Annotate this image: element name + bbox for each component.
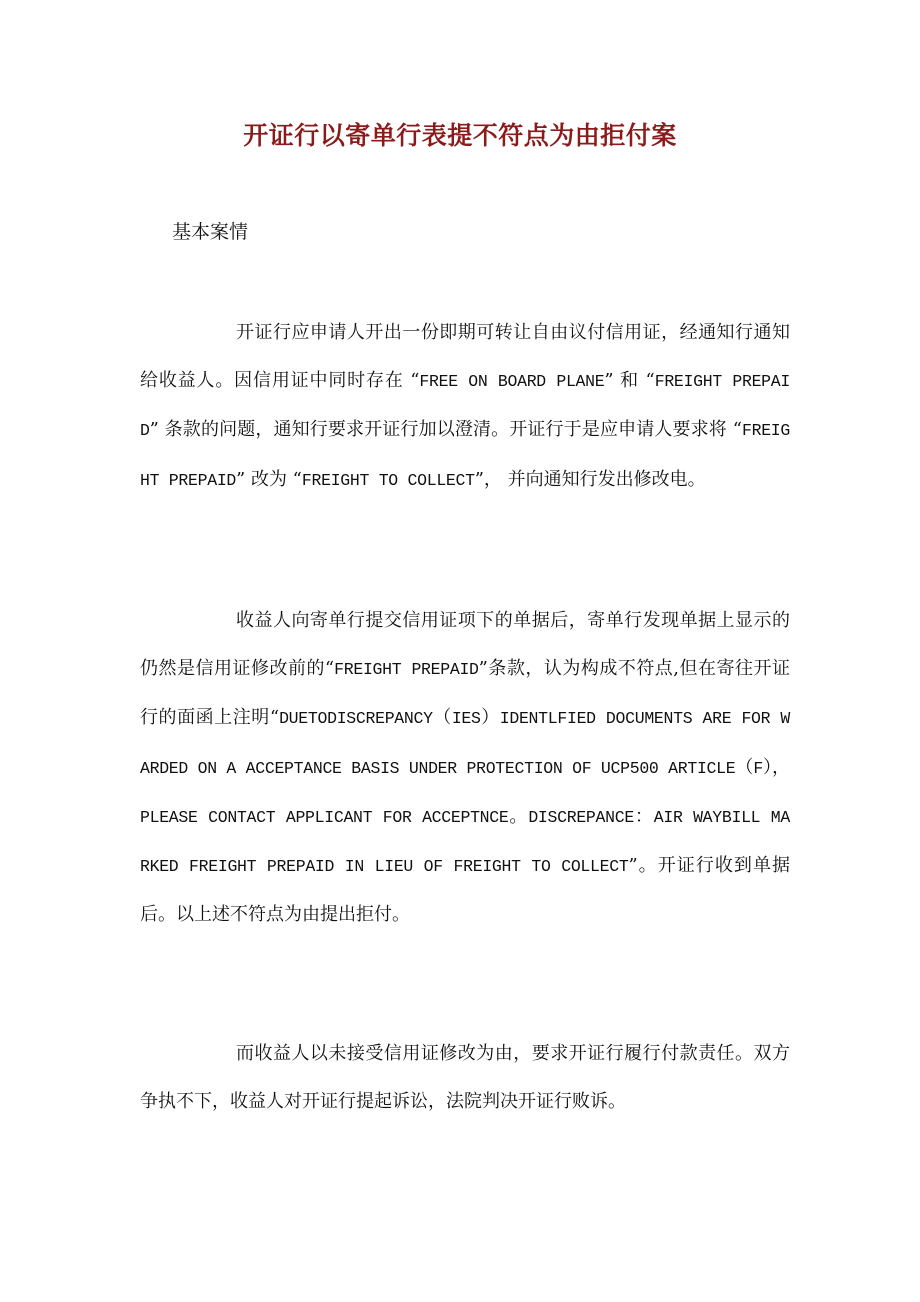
document-title: 开证行以寄单行表提不符点为由拒付案 <box>243 121 677 150</box>
paragraph-1: 开证行应申请人开出一份即期可转让自由议付信用证，经通知行通知给收益人。因信用证中同时存在 “FREE ON BOARD PLANE” 和 “FREIGHT PREPAID” 条款的问题，通知行要求开证行加以澄清。开证行于是应申请人要求将 “FREIGHT PREPAID” 改为 “FREIGHT TO COLLECT”， 并向通知行发出修改电。 <box>140 322 790 490</box>
paragraph-2: 收益人向寄单行提交信用证项下的单据后，寄单行发现单据上显示的仍然是信用证修改前的“FREIGHT PREPAID”条款，认为构成不符点,但在寄往开证行的面函上注明“DUETODISCREPANCY（IES）IDENTLFIED DOCUMENTS ARE FOR WARDED ON A ACCEPTANCE BASIS UNDER PROTECTION OF UCP500 ARTICLE（F），PLEASE CONTACT APPLICANT FOR ACCEPTNCE。DISCREPANCE：AIR WAYBILL MARKED FREIGHT PREPAID IN LIEU OF FREIGHT TO COLLECT”。开证行收到单据后。以上述不符点为由提出拒付。 <box>140 610 791 926</box>
section-heading: 基本案情 <box>172 221 249 243</box>
paragraph-3: 而收益人以未接受信用证修改为由，要求开证行履行付款责任。双方争执不下，收益人对开证行提起诉讼，法院判决开证行败诉。 <box>140 1043 790 1113</box>
